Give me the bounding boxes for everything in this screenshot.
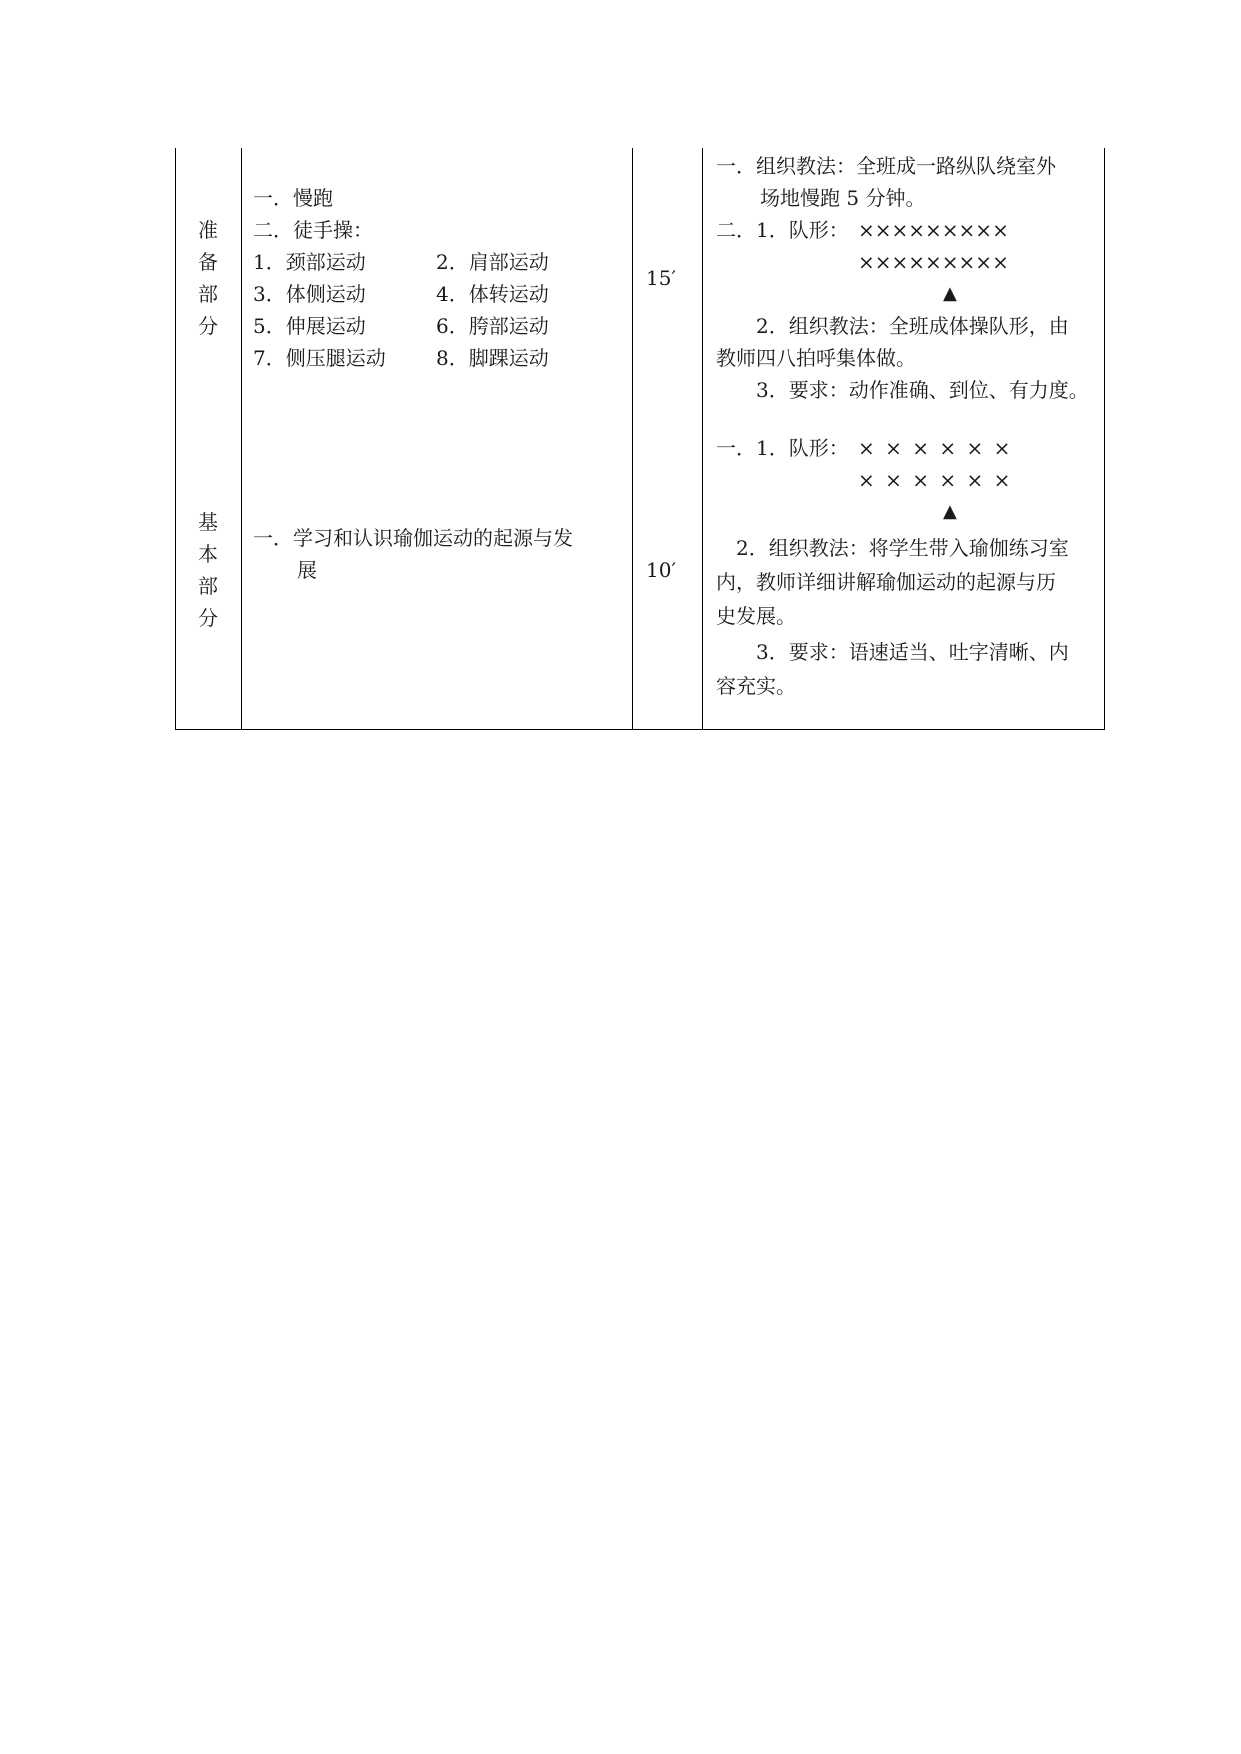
table-border-bottom bbox=[175, 729, 1105, 730]
prep-item-freehand: 二．徒手操： bbox=[253, 218, 373, 242]
basic-section-label: 基 本 部 分 bbox=[198, 510, 218, 630]
table-border-col3 bbox=[702, 148, 703, 730]
prep-method-line: 2．组织教法：全班成体操队形，由 bbox=[756, 314, 1069, 338]
basic-method-line: 容充实。 bbox=[716, 674, 796, 698]
basic-time: 10′ bbox=[646, 558, 676, 582]
prep-formation-prefix: 二．1．队形： bbox=[716, 218, 849, 242]
teacher-marker-icon: ▲ bbox=[943, 283, 957, 304]
exercise-item: 4．体转运动 bbox=[436, 282, 549, 306]
prep-method-line: 教师四八拍呼集体做。 bbox=[716, 346, 916, 370]
exercise-item: 5．伸展运动 bbox=[253, 314, 366, 338]
basic-item-yoga-origin: 一．学习和认识瑜伽运动的起源与发 bbox=[253, 526, 573, 550]
table-border-left bbox=[175, 148, 176, 730]
basic-method-line: 3．要求：语速适当、吐字清晰、内 bbox=[756, 640, 1069, 664]
table-border-right bbox=[1104, 148, 1105, 730]
table-border-col1 bbox=[241, 148, 242, 730]
prep-method-line: 一．组织教法：全班成一路纵队绕室外 bbox=[716, 154, 1056, 178]
basic-method-line: 史发展。 bbox=[716, 604, 796, 628]
exercise-item: 2．肩部运动 bbox=[436, 250, 549, 274]
basic-formation-row: × × × × × × bbox=[858, 468, 1011, 492]
basic-method-line: 内，教师详细讲解瑜伽运动的起源与历 bbox=[716, 570, 1056, 594]
prep-time: 15′ bbox=[646, 266, 676, 290]
basic-method-line: 2．组织教法：将学生带入瑜伽练习室 bbox=[736, 536, 1069, 560]
prep-formation-row: ××××××××× bbox=[858, 250, 1009, 274]
prep-formation-row: ××××××××× bbox=[858, 218, 1009, 242]
prep-section-label: 准 备 部 分 bbox=[198, 218, 218, 338]
exercise-item: 6．胯部运动 bbox=[436, 314, 549, 338]
basic-item-yoga-origin-cont: 展 bbox=[297, 558, 317, 582]
table-border-col2 bbox=[632, 148, 633, 730]
prep-method-line: 场地慢跑 5 分钟。 bbox=[760, 186, 926, 210]
prep-item-jog: 一．慢跑 bbox=[253, 186, 333, 210]
prep-method-line: 3．要求：动作准确、到位、有力度。 bbox=[756, 378, 1089, 402]
exercise-item: 7．侧压腿运动 bbox=[253, 346, 386, 370]
teacher-marker-icon: ▲ bbox=[943, 501, 957, 522]
exercise-item: 1．颈部运动 bbox=[253, 250, 366, 274]
exercise-item: 3．体侧运动 bbox=[253, 282, 366, 306]
basic-formation-row: × × × × × × bbox=[858, 436, 1011, 460]
exercise-item: 8．脚踝运动 bbox=[436, 346, 549, 370]
basic-formation-prefix: 一．1．队形： bbox=[716, 436, 849, 460]
